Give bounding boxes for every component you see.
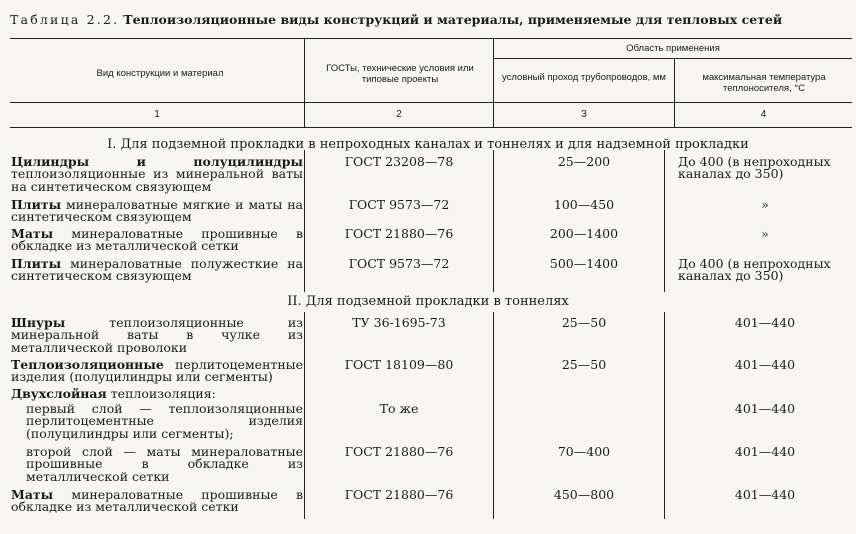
header-col2: ГОСТы, технические условия или типовые проекты (326, 63, 474, 85)
col-num-2: 2 (396, 109, 402, 120)
col-num-4: 4 (760, 109, 767, 120)
header-top-rule (10, 38, 852, 39)
row-7-name-bold: Двухслойная (11, 386, 107, 401)
table-row-5-standard: ТУ 36-1695-73 (352, 315, 446, 330)
table-row-6-diameter: 25—50 (561, 357, 607, 372)
table-row-2-name (11, 199, 303, 224)
header-group: Область применения (626, 43, 720, 54)
table-row-1-name (11, 156, 303, 193)
row-2-name-text: минераловатные мягкие и маты на синтетическом связующем (11, 197, 303, 225)
row-7-name-text: теплоизоляция: (106, 386, 216, 401)
row-3-name-bold: Маты (11, 226, 54, 241)
table-row-3-name (11, 228, 303, 253)
row-10-name-text: минераловатные прошивные в обкладке из металлической сетки (11, 487, 303, 515)
table-row-4-temp: До 400 (в непроходных каналах до 350) (678, 256, 831, 284)
row-1-name-text: теплоизоляционные из минеральной ваты на синтетическом связующем (11, 166, 303, 194)
body-divider-3 (664, 150, 665, 292)
table-row-3-temp: » (761, 226, 769, 241)
table-row-5-name (11, 317, 303, 354)
caption-label: Таблица 2.2. (10, 12, 120, 27)
table-row-9-name (26, 446, 303, 483)
header-mid-rule (10, 102, 852, 103)
row-8-name-text: первый слой — теплоизоляционные перлитоцементные изделия (полуцилиндры или сегменты); (26, 401, 303, 441)
header-col4: максимальная температура теплоносителя, °С (702, 72, 826, 94)
row-5-name-bold: Шнуры (11, 315, 66, 330)
table-row-3-standard: ГОСТ 21880—76 (344, 226, 454, 241)
table-row-1-temp: До 400 (в непроходных каналах до 350) (678, 154, 831, 182)
table-row-9-diameter: 70—400 (557, 444, 611, 459)
table-row-6-name (11, 359, 303, 384)
row-4-name-text: минераловатные полужесткие на синтетическом связующем (11, 256, 303, 284)
table-row-5-diameter: 25—50 (561, 315, 607, 330)
table-row-4-diameter: 500—1400 (549, 256, 619, 271)
header-col3: условный проход трубопроводов, мм (502, 72, 666, 83)
table-row-4-standard: ГОСТ 9573—72 (348, 256, 450, 271)
table-row-6-standard: ГОСТ 18109—80 (344, 357, 454, 372)
header-col1: Вид конструкции и материал (96, 68, 224, 79)
row-6-name-text: перлитоцементные изделия (полуцилиндры или сегменты) (11, 357, 303, 385)
table-row-6-temp: 401—440 (734, 357, 796, 372)
section-1-title: I. Для подземной прокладки в непроходных каналах и тоннелях и для надземной прокладки (107, 137, 749, 152)
header-bottom-rule (10, 127, 852, 128)
table-row-4-name (11, 258, 303, 283)
table-row-2-diameter: 100—450 (553, 197, 615, 212)
table-row-10-diameter: 450—800 (553, 487, 615, 502)
table-row-5-temp: 401—440 (734, 315, 796, 330)
body-divider-4 (304, 312, 305, 519)
table-row-1-standard: ГОСТ 23208—78 (344, 154, 454, 169)
table-row-2-standard: ГОСТ 9573—72 (348, 197, 450, 212)
body-divider-2 (493, 150, 494, 292)
row-5-name-text: теплоизоляционные из минеральной ваты в чулке из металлической проволоки (11, 315, 303, 355)
row-9-name-text: второй слой — маты минераловатные прошивные в обкладке из металлической сетки (26, 444, 303, 484)
row-6-name-bold: Теплоизоляционные (11, 357, 164, 372)
row-1-name-bold: Цилиндры и полуцилиндры (11, 154, 303, 169)
body-divider-5 (493, 312, 494, 519)
row-10-name-bold: Маты (11, 487, 54, 502)
row-2-name-bold: Плиты (11, 197, 62, 212)
table-row-2-temp: » (761, 197, 769, 212)
col-num-3: 3 (581, 109, 587, 120)
row-3-name-text: минераловатные прошивные в обкладке из металлической сетки (11, 226, 303, 254)
col-num-1: 1 (154, 109, 160, 120)
table-row-9-temp: 401—440 (734, 444, 796, 459)
body-divider-1 (304, 150, 305, 292)
table-row-10-temp: 401—440 (734, 487, 796, 502)
table-row-8-temp: 401—440 (734, 401, 796, 416)
table-row-8-name (26, 403, 303, 440)
section-2-title: II. Для подземной прокладки в тоннелях (287, 294, 569, 309)
caption-title: Теплоизоляционные виды конструкций и материалы, применяемые для тепловых сетей (123, 12, 783, 27)
table-row-8-standard: То же (379, 401, 419, 416)
table-row-9-standard: ГОСТ 21880—76 (344, 444, 454, 459)
body-divider-6 (664, 312, 665, 519)
row-4-name-bold: Плиты (11, 256, 62, 271)
group-rule (493, 58, 852, 59)
table-row-3-diameter: 200—1400 (549, 226, 619, 241)
table-row-1-diameter: 25—200 (557, 154, 611, 169)
table-row-10-standard: ГОСТ 21880—76 (344, 487, 454, 502)
table-row-10-name (11, 489, 303, 514)
table-row-7-name (11, 388, 303, 400)
table-caption (10, 12, 850, 27)
